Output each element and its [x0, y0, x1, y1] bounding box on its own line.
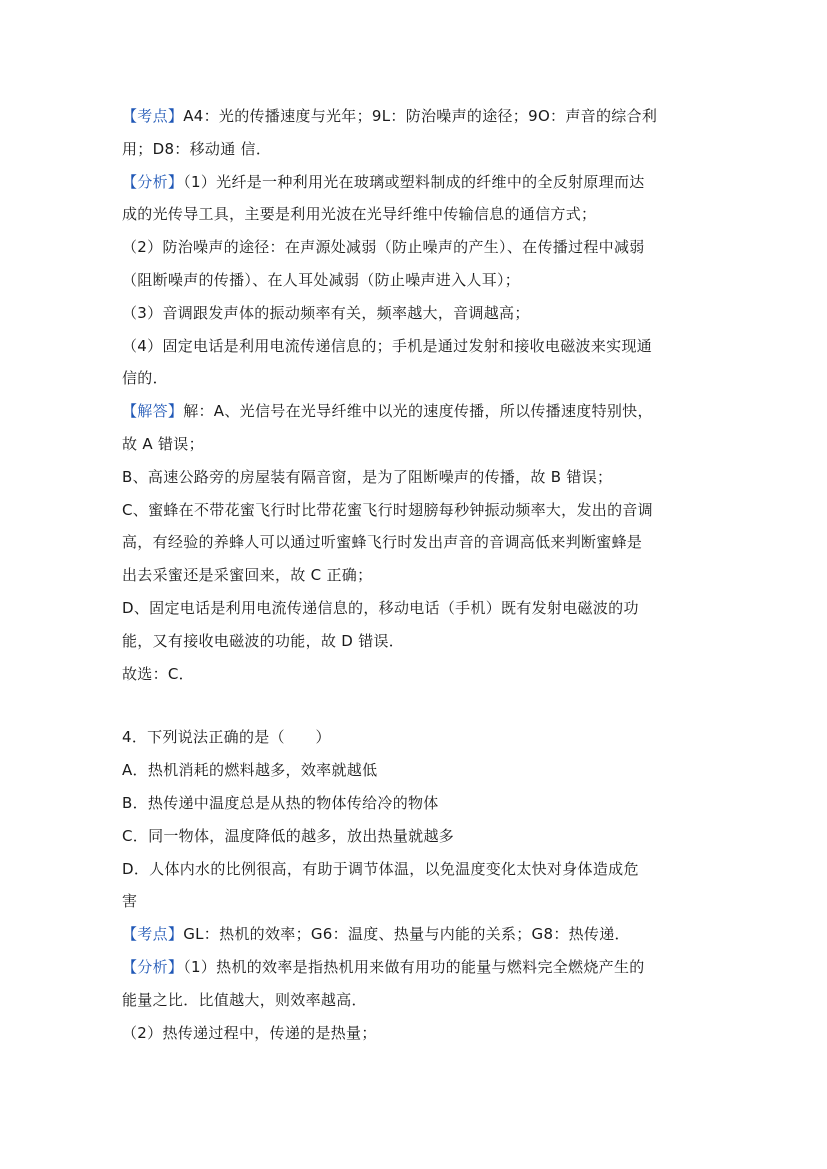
jieda-line-5: 高，有经验的养蜂人可以通过听蜜蜂飞行时发出声音的音调高低来判断蜜蜂是: [122, 533, 643, 552]
fenxi-line-3: （2）防治噪声的途径：在声源处减弱（防止噪声的产生）、在传播过程中减弱: [122, 238, 645, 257]
kaodian-line: [122, 100, 712, 133]
jieda-line-4: C、蜜蜂在不带花蜜飞行时比带花蜜飞行时翅膀每秒钟振动频率大，发出的音调: [122, 500, 653, 519]
jieda-tag: 【解答】: [122, 402, 184, 421]
section-gap: [122, 690, 712, 721]
jieda-line-3: B、高速公路旁的房屋装有隔音窗，是为了阻断噪声的传播，故 B 错误；: [122, 467, 613, 486]
fenxi-line-7: 信的．: [122, 369, 168, 388]
fenxi-text: （1）光纤是一种利用光在玻璃或塑料制成的纤维中的全反射原理而达: [183, 172, 645, 191]
jieda-line: [122, 395, 712, 428]
jieda-line-2: 故 A 错误；: [122, 434, 204, 453]
kaodian-tag: 【考点】: [122, 107, 184, 125]
fenxi-line-6: （4）固定电话是利用电流传递信息的；手机是通过发射和接收电磁波来实现通: [122, 336, 653, 355]
q4-fenxi-tag: 【分析】: [122, 957, 184, 976]
fenxi-line-4: （阻断噪声的传播）、在人耳处减弱（防止噪声进入人耳）；: [122, 270, 521, 289]
q4-kaodian-line: [122, 918, 712, 951]
q4-kaodian-tag: 【考点】: [122, 925, 184, 944]
fenxi-line: [122, 166, 712, 199]
question-4-option-d-cont: 害: [122, 892, 138, 911]
q4-fenxi-text: （1）热机的效率是指热机用来做有用功的能量与燃料完全燃烧产生的: [183, 957, 645, 976]
fenxi-line-5: （3）音调跟发声体的振动频率有关，频率越大，音调越高；: [122, 303, 530, 322]
q4-fenxi-line-2: 能量之比．比值越大，则效率越高．: [122, 990, 367, 1009]
jieda-line-8: 能，又有接收电磁波的功能，故 D 错误．: [122, 631, 405, 650]
question-4-option-a: A．热机消耗的燃料越多，效率就越低: [122, 761, 378, 780]
fenxi-line-2: 成的光传导工具，主要是利用光波在光导纤维中传输信息的通信方式；: [122, 205, 597, 224]
fenxi-tag: 【分析】: [122, 172, 184, 191]
q4-fenxi-line-3: （2）热传递过程中，传递的是热量；: [122, 1023, 377, 1042]
document-page: [122, 100, 712, 1049]
jieda-text: 解：A、光信号在光导纤维中以光的速度传播，所以传播速度特别快，: [183, 402, 653, 421]
question-4-option-c: C．同一物体，温度降低的越多，放出热量就越多: [122, 826, 455, 845]
kaodian-text: A4：光的传播速度与光年；9L：防治噪声的途径；9O：声音的综合利: [183, 107, 658, 125]
jieda-line-6: 出去采蜜还是采蜜回来，故 C 正确；: [122, 566, 373, 585]
q4-fenxi-line: [122, 951, 712, 984]
answer-line: 故选：C．: [122, 664, 194, 683]
jieda-line-7: D、固定电话是利用电流传递信息的，移动电话（手机）既有发射电磁波的功: [122, 598, 639, 617]
q4-kaodian-text: GL：热机的效率；G6：温度、热量与内能的关系；G8：热传递．: [183, 925, 630, 944]
question-4-option-d: D．人体内水的比例很高，有助于调节体温，以免温度变化太快对身体造成危: [122, 859, 639, 878]
question-4-option-b: B．热传递中温度总是从热的物体传给冷的物体: [122, 793, 439, 812]
question-4-stem: 4．下列说法正确的是（ ）: [122, 728, 331, 747]
kaodian-text-cont: 用；D8：移动通 信．: [122, 139, 272, 158]
